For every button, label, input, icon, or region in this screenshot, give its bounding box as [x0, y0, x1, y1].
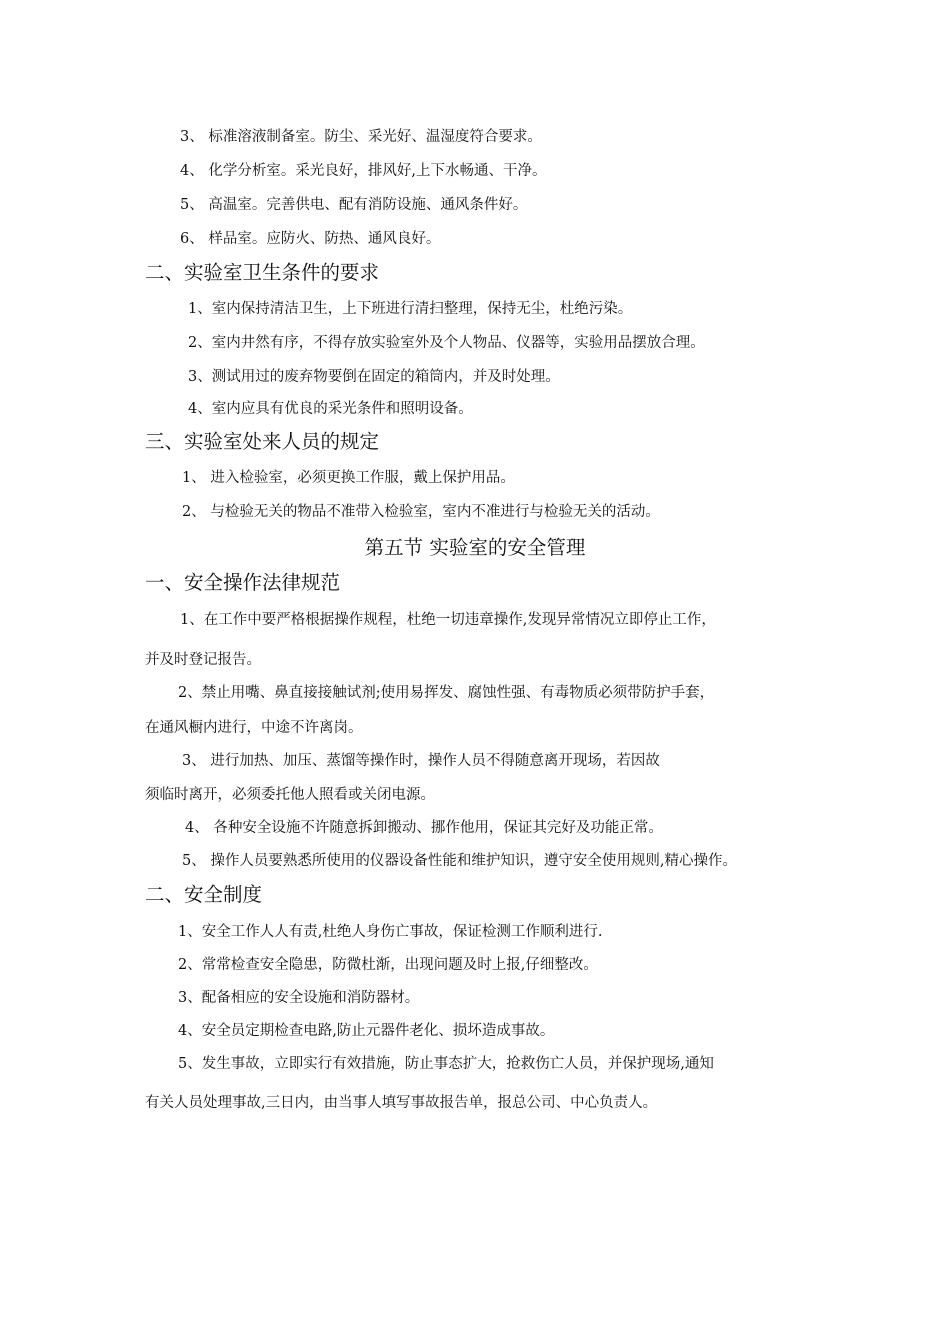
list-item: 2、常常检查安全隐患，防微杜渐，出现问题及时上报,仔细整改。 — [178, 957, 598, 973]
list-item: 4、 化学分析室。采光良好，排风好,上下水畅通、干净。 — [180, 163, 547, 179]
chapter-title: 第五节 实验室的安全管理 — [364, 536, 586, 559]
list-item: 5、 高温室。完善供电、配有消防设施、通风条件好。 — [180, 197, 528, 213]
section-heading-safety-ops: 一、安全操作法律规范 — [145, 571, 341, 594]
list-item: 6、 样品室。应防火、防热、通风良好。 — [180, 231, 441, 247]
list-item: 1、 进入检验室，必须更换工作服，戴上保护用品。 — [182, 470, 515, 486]
paragraph-line: 并及时登记报告。 — [145, 652, 261, 668]
paragraph-line: 2、禁止用嘴、鼻直接接触试剂;使用易挥发、腐蚀性强、有毒物质必须带防护手套， — [178, 685, 715, 701]
list-item: 5、 操作人员要熟悉所使用的仪器设备性能和维护知识，遵守安全使用规则,精心操作。 — [182, 853, 737, 869]
paragraph-line: 在通风橱内进行，中途不许离岗。 — [145, 720, 363, 736]
list-item: 3、 标准溶液制备室。防尘、采光好、温湿度符合要求。 — [180, 129, 542, 145]
paragraph-line: 3、 进行加热、加压、蒸馏等操作时，操作人员不得随意离开现场，若因故 — [182, 753, 660, 769]
paragraph-line: 须临时离开，必须委托他人照看或关闭电源。 — [145, 787, 435, 803]
paragraph-line: 1、在工作中要严格根据操作规程，杜绝一切违章操作,发现异常情况立即停止工作， — [180, 612, 716, 628]
list-item: 3、测试用过的废弃物要倒在固定的箱筒内，并及时处理。 — [188, 369, 560, 385]
list-item: 2、 与检验无关的物品不准带入检验室，室内不准进行与检验无关的活动。 — [182, 504, 660, 520]
section-heading-visitors: 三、实验室处来人员的规定 — [145, 430, 380, 453]
list-item: 4、 各种安全设施不许随意拆卸搬动、挪作他用，保证其完好及功能正常。 — [185, 820, 663, 836]
list-item: 1、室内保持清洁卫生，上下班进行清扫整理，保持无尘，杜绝污染。 — [188, 301, 633, 317]
list-item: 2、室内井然有序，不得存放实验室外及个人物品、仪器等，实验用品摆放合理。 — [188, 335, 705, 351]
section-heading-hygiene: 二、实验室卫生条件的要求 — [145, 261, 380, 284]
section-heading-safety-system: 二、安全制度 — [145, 883, 263, 906]
paragraph-line: 5、发生事故，立即实行有效措施，防止事态扩大，抢救伤亡人员，并保护现场,通知 — [178, 1056, 714, 1072]
list-item: 4、室内应具有优良的采光条件和照明设备。 — [188, 401, 473, 417]
list-item: 1、安全工作人人有责,杜绝人身伤亡事故，保证检测工作顺利进行. — [178, 924, 603, 940]
list-item: 3、配备相应的安全设施和消防器材。 — [178, 990, 420, 1006]
list-item: 4、安全员定期检查电路,防止元器件老化、损坏造成事故。 — [178, 1023, 555, 1039]
paragraph-line: 有关人员处理事故,三日内，由当事人填写事故报告单，报总公司、中心负责人。 — [145, 1095, 658, 1111]
